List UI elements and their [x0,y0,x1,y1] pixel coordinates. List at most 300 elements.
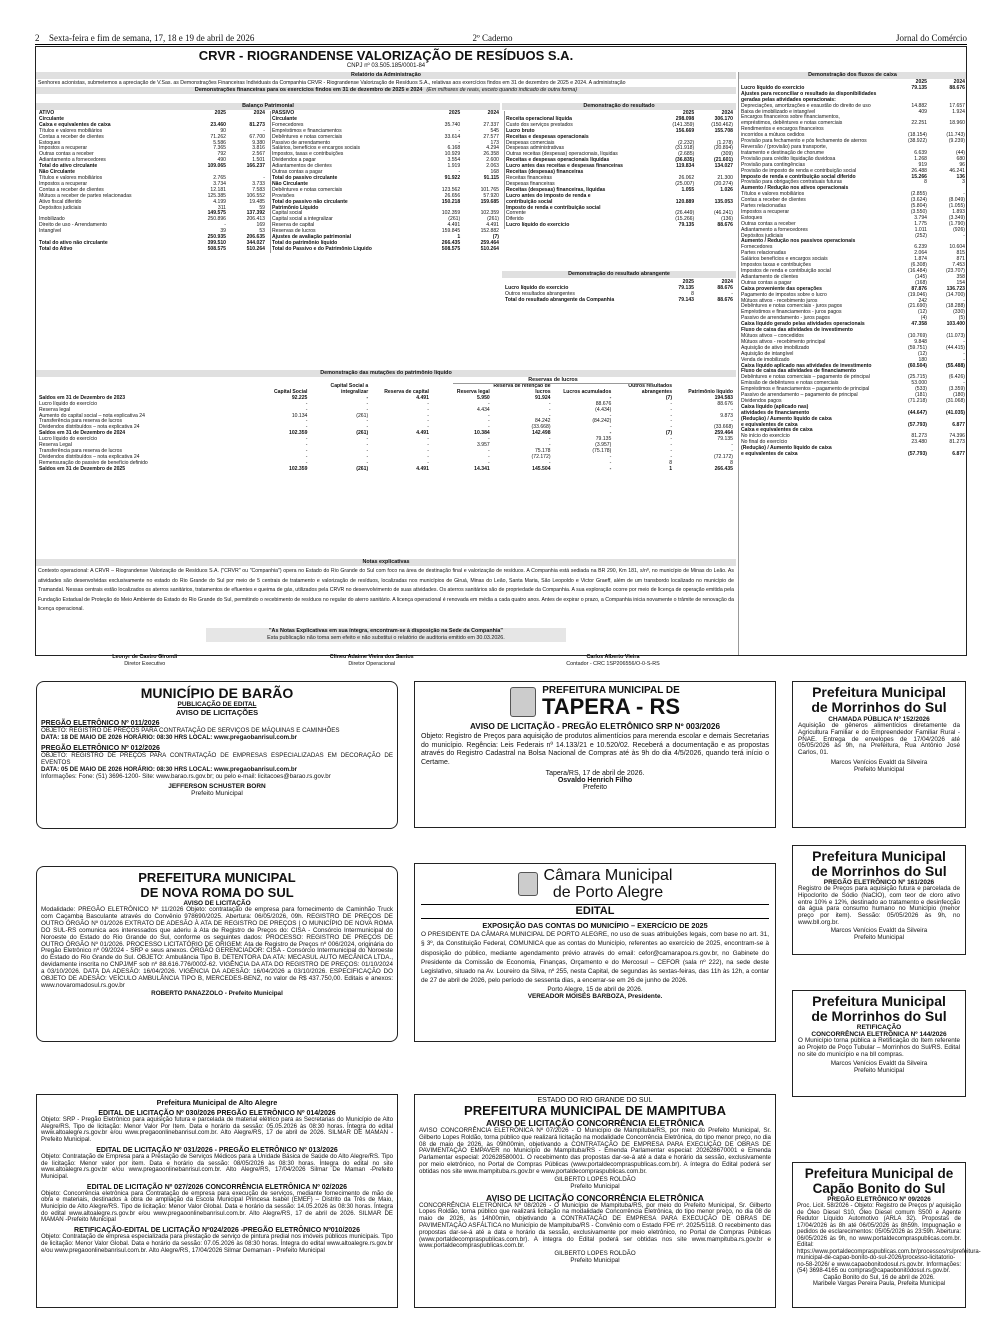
barao-role: Prefeito Municipal [191,790,243,797]
table-cell: 4.434 [477,406,490,413]
table-cell: (261) [448,216,461,223]
morrinhos2-title1: Prefeitura Municipal [812,848,946,864]
table-cell: - [670,412,673,419]
barao-title: MUNICÍPIO DE BARÃO [140,685,294,701]
altoalegre-item-title: EDITAL DE LICITAÇÃO Nº 030/2026 PREGÃO ELETRÔNICO Nº 014/2026 [98,1110,336,1117]
table-cell: 2024 [953,79,965,85]
table-cell: (180) [953,392,965,399]
table-cell: - [263,174,265,181]
table-cell: 91.924 [534,394,551,401]
table-cell: Total do resultado abrangente da Companhia [505,296,615,303]
table-cell: 6.639 [914,149,927,156]
table-cell: 5.950 [477,394,490,401]
table-cell: (141.359) [672,121,695,128]
barao-sub1: PUBLICAÇÃO DE EDITAL [177,701,257,708]
altoalegre-notice [36,1094,398,1308]
table-cell: (57.793) [908,451,927,458]
table-cell: 125.385 [207,192,226,199]
table-cell: 81.273 [249,121,265,128]
table-cell: 10.384 [474,430,490,437]
table-cell: Partes relacionadas [741,203,787,210]
table-cell: 53 [259,228,265,235]
notas-footer-1: "As Notas Explicativas em sua íntegra, encontram-se à disposição na Sede da Companhia" [269,628,503,634]
barao-p2-title: PREGÃO ELETRÔNICO Nº 012/2026 [41,745,160,752]
table-cell: 168 [490,169,499,176]
table-cell: 1.893 [952,208,965,215]
table-cell: 871 [956,256,965,263]
table-cell: 311 [217,204,226,211]
table-cell: Patrimônio líquido [688,388,733,395]
table-cell: 2.063 [486,163,499,170]
demo-title-bar [36,87,736,94]
table-cell: Reserva de capital [384,388,429,395]
barao-sub2: AVISO DE LICITAÇÕES [175,708,259,717]
table-cell: 9.380 [252,139,265,146]
table-cell: Lucro líquido do exercício [39,400,98,407]
table-cell: Caixa líquido aplicado nas atividades de investimento [741,362,872,369]
notas-footer [206,628,566,642]
table-cell: Receitas (despesas) financeiras [506,169,584,176]
table-cell: - [366,442,369,449]
table-cell: 27.577 [483,133,499,140]
table-cell: 71.262 [210,133,226,140]
table-cell: - [427,412,429,419]
altoalegre-item-title: EDITAL DE LICITAÇÃO Nº 027/2026 CONCORRÊNCIA ELETRÔNICA Nº 02/2026 [86,1183,348,1191]
table-cell: 96 [959,161,965,168]
table-cell: Dividendos a pagar [272,157,316,164]
table-cell: 6.168 [447,145,461,152]
table-row [38,467,734,473]
table-cell: Aumento / Redução nos passivos operacionais [741,238,856,245]
table-cell: 10.604 [949,244,965,251]
crvr-title: CRVR - RIOGRANDENSE VALORIZAÇÃO DE RESÍDUOS S.A. [198,48,574,63]
table-cell: Aumento do capital social – nota explicativa 24 [39,412,145,419]
table-cell: (44) [955,149,965,156]
table-cell: (3.957) [595,442,612,449]
table-cell: (168) [915,279,927,286]
table-cell: 23.460 [210,121,226,128]
table-cell: 4.199 [213,198,226,205]
table-cell: (8.049) [948,197,965,204]
table-cell: 1.919 [447,163,461,170]
table-cell: 3.554 [447,157,461,164]
table-cell: incorridos a mútuos cedidos [741,132,805,139]
table-cell: Provisão de imposto de renda e contribuição social [741,167,857,174]
table-cell: Impostos a recuperar [39,145,88,152]
table-cell: - [305,424,308,431]
table-cell: - [731,447,733,454]
barao-sign: JEFFERSON SCHUSTER BORN [168,783,266,790]
table-cell: Depósitos judiciais [39,204,82,211]
table-cell: 250.935 [207,234,226,241]
table-cell: 1.501 [252,157,265,164]
table-cell: Títulos e valores mobiliários [39,127,103,134]
table-cell: 81.273 [949,439,965,446]
page-header [35,33,967,45]
table-cell: Passivo de arrendamento – pagamento de principal [741,392,858,399]
table-cell: (261) [356,412,369,419]
table-cell: Despesas financeiras [506,180,555,187]
table-cell: 91.922 [444,174,461,181]
table-cell: 173 [490,139,499,146]
table-cell: Despesas comerciais [506,139,555,146]
table-cell: (12) [917,350,927,357]
table-cell: Provisão para fechamento e pós fechamento de aterros [741,138,867,145]
table-cell: - [670,436,673,443]
table-cell: Reserva de retenção de lucros [493,383,551,395]
table-cell: 59 [259,204,265,211]
table-cell: Adiantamento a fornecedores [39,157,106,164]
table-cell: (72.172) [714,453,733,460]
table-cell: 259.464 [714,430,733,437]
table-cell: 155.708 [714,127,733,134]
table-cell: 90 [220,127,226,134]
table-cell: - [366,436,369,443]
table-cell: (75.178) [592,447,612,454]
camara-edital: EDITAL [421,904,769,919]
novaroma-sub: AVISO DE LICITAÇÃO [183,900,251,907]
table-cell: 10.929 [444,151,461,158]
table-cell: 9.873 [720,412,733,419]
table-cell: (3.624) [910,197,927,204]
table-cell: Fornecedores [272,121,304,128]
table-cell: 2.600 [486,157,499,164]
table-cell: 1.055 [681,186,695,193]
table-cell: 1.026 [720,186,733,193]
table-cell: tratamento e destinação de chorume [741,149,824,156]
morrinhos1-sign: Marcos Venícios Evaldt da Silveira [830,758,928,766]
table-cell: 4.491 [486,222,499,229]
table-cell: 2025 [214,110,226,116]
table-cell: (11.073) [946,332,965,339]
table-cell: - [224,222,226,229]
table-cell: Total do passivo não circulante [272,198,348,205]
table-cell: (71.218) [908,397,927,404]
barao-notice [36,681,398,829]
table-cell: (18.154) [908,132,927,139]
table-cell: Adiantamento a fornecedores [741,226,808,233]
table-cell: 159.685 [480,198,499,205]
capao-title1: Prefeitura Municipal de [804,1166,954,1181]
table-cell: 6.877 [952,421,965,428]
morrinhos1-role: Prefeito Municipal [853,765,905,773]
dmpl-group-label: Reservas de lucros [453,377,653,384]
table-cell: Impostos a recuperar [39,180,88,187]
table-cell: 3.794 [914,214,927,221]
table-cell: - [427,453,429,460]
table-cell: Contas a receber de clientes [741,197,806,204]
tapera-aviso: AVISO DE LICITAÇÃO - PREGÃO ELETRÔNICO SRP Nº 003/2026 [469,722,721,731]
table-cell: (2.855) [910,191,927,198]
table-cell: Transferência para reserva de lucros [39,418,123,425]
table-cell: Mútuos ativos - recebimento juros [741,297,818,304]
table-cell: - [427,424,429,431]
table-cell: - [458,139,461,146]
table-cell: 109.065 [207,163,226,170]
dfc-table [740,80,966,458]
table-cell: 2.765 [213,174,226,181]
table-cell: Dividendos distribuídos – nota explicativa 24 [39,453,140,460]
table-cell: Estoques [741,214,763,221]
altoalegre-item-body: Objeto: SRP - Pregão Eletrônico para aquisição futura e parcelada de material elétrico para as Secretarias do Município de Alto Alegre/RS. Tipo de licitação: Menor Valor Por Item. Data e horário da sessão: 05.05.2026 às 08:30 horas. Íntegra do edital www.altoalegre.rs.gov.br e/ou www.pregaoonlinebanrisul.com.br. Alto Alegre/RS, 17 de abril de 2026. SILMAR DE MAMAN -Prefeito Municipal. [41,1116,393,1144]
table-cell: (31.068) [946,397,965,404]
table-cell: - [366,459,369,466]
table-cell: (7) [492,234,499,241]
table-cell: Salários, benefícios e encargos sociais [272,145,361,152]
morrinhos2-body: Registro de Preços para aquisição futura e parcelada de Hipoclorito de Sódio (NaClO), com teor de cloro ativo entre 10% e 12%, destinado ao tratamento e desinfecção da água para consumo humano no Município (menor preço por item). Sessão: 05/05/2026 às 9h, no www.bll.org.br. [798,885,960,926]
capao-sub: PREGÃO ELETRÔNICO Nº 09/2026 [827,1196,931,1203]
table-cell: 67.700 [249,133,265,140]
table-cell: (136) [721,216,733,223]
table-cell: Provisão para contingências [741,161,805,168]
morrinhos3-body: O Município torna pública a Retificação do Item referente ao Projeto de Poço Tubular – Morrinhos do Sul/RS. Edital no site do município e na bll compras. [798,1037,960,1058]
notas-title: Notas explicativas [36,559,736,566]
camara-sign: VEREADOR MOISÉS BARBOZA, Presidente. [527,992,663,1000]
table-cell: 8 [669,459,673,466]
mampituba-b2: CONCORRÊNCIA ELETRÔNICA Nº 08/2026 - O Município de Mampituba/RS, por meio do Prefeito Municipal, Sr. Gilberto Lopes Roldão, torna público que realizará licitação na modalidade Concorrência Eletrônica, do tipo menor preço, no dia 08 de maio de 2026, às 14h00min, objetivando a CONTRATAÇÃO DE EMPRESA PARA EXECUÇÃO DE OBRAS DE PAVIMENTAÇÃO ASFÁLTICA no Município de Mampituba/RS - Convênio com o Estado FPE nº. 2025/5118. O recebimento das propostas dar-se-á até a data e horário da sessão, exclusivamente por meio eletrônico, no Portal de Compras Públicas (www.portaldecompraspublicas.com.br). A íntegra do Edital poderá ser obtidas nos site www.mampituba.rs.gov.br e www.portaldecompraspublicas.com.br. [419,1201,771,1250]
camara-title1: Câmara Municipal [543,867,673,884]
section-name: 2º Caderno [472,33,513,43]
table-cell: 7.453 [952,262,965,269]
table-cell: 4.491 [416,465,429,472]
table-cell: 250.896 [207,216,226,223]
table-cell: Adiantamentos de clientes [272,163,332,170]
altoalegre-title: Prefeitura Municipal de Alto Alegre [156,1098,278,1107]
table-cell: Capital Social a integralizar [330,383,369,395]
table-cell: (252) [915,232,927,239]
morrinhos1-title1: Prefeitura Municipal [812,684,946,700]
table-cell: - [488,436,490,443]
notas-text: Contexto operacional: A CRVR – Riograndense Valorização de Resíduos S.A. ("CRVR" ou "Companhia") opera no Estado do Rio Grande do Sul com foco na área de destinação final e valorização de resíduos. A Companhia está sediada na BR 290, Km 181, s/nº, no município de Minas do Leão. As atividades são desenvolvidas exclusivamente no estado do Rio Grande do Sul por meio de 5 centrais de tratamento e valorização de resíduos, localizadas nos municípios de Giruá, Minas do Leão, Santa Maria, São Leopoldo e Victor Graeff, além de um transbordo localizado no município de Tramandaí. Nessas centrais estão localizados os aterros sanitários, tratamentos de efluentes e queima de gás, utilizados pela CRVR no desenvolvimento de suas atividades. Os aterros sanitários são de propriedade da Companhia. A sua exploração ocorre por meio de licença de operação emitida pela Fundação Estadual de Proteção do Meio Ambiente do Estado do Rio Grande do Sul, permitindo o recebimento de resíduos no regular do aterro sanitário. A licença operacional é renovada em média a cada quatro anos. Antes de expirar o prazo, a Companhia inicia novamente o trâmite de renovação da licença operacional. [38,568,734,612]
signature-role: Contador - CRC 1SP206556/O-0-S-RS [566,661,660,667]
table-cell: (9.239) [948,138,965,145]
table-cell: Saldos em 31 de Dezembro de 2025 [39,465,126,472]
table-cell: 1.011 [914,226,927,233]
table-cell: 2025 [682,110,695,116]
tapera-body: Objeto: Registro de Preços para aquisição de produtos alimentícios para merenda escolar e demais Secretarias do município. Regência: Leis Federais nº 14.133/21 e 10.520/02. Receberá a documentação e as propostas através do Registro Cadastral na Bolsa Nacional de Compras até às 9h do dia 4/5/2026, quando terá início o Certame. [421,733,769,766]
table-cell: 17.657 [949,102,965,109]
barao-info: Informações: Fone: (51) 3696-1200- Site: www.barao.rs.gov.br; ou pelo e-mail: licitacoes@barao.rs.gov.br [41,773,331,780]
table-cell: - [548,400,551,407]
table-cell: 79.135 [717,436,733,443]
table-cell: Fluxo de caixa das atividades de financiamento [741,368,856,375]
table-cell: - [609,412,612,419]
table-cell: - [366,453,369,460]
table-cell: - [305,436,308,443]
table-cell: Debêntures e notas comerciais – pagamento de principal [741,374,870,381]
table-cell: - [670,406,673,413]
tapera-notice [414,681,776,828]
table-cell: Lucros acumulados [563,388,612,395]
table-cell: Ajustes de avaliação patrimonial [272,234,351,241]
table-cell: Lucro líquido do exercício [505,284,569,291]
table-row [505,223,734,229]
table-cell: 23.480 [911,439,927,446]
table-cell: (5) [958,315,965,322]
table-cell: - [609,459,612,466]
table-cell: 508.575 [441,245,461,252]
table-cell: (5.804) [910,203,927,210]
table-cell: 101.765 [480,186,499,193]
table-cell: Outras contas a receber [741,220,796,227]
table-cell: 53.000 [911,380,927,387]
table-cell: - [963,338,965,345]
table-cell: Lucro líquido do exercício [39,436,98,443]
table-cell: Reserva legal [456,388,490,395]
balanco-title: Balanço Patrimonial [36,103,500,110]
table-cell: PASSIVO [272,110,295,116]
table-cell: (20.274) [714,180,733,187]
table-cell: (3.550) [910,208,927,215]
table-cell: 8 [924,179,927,186]
table-cell: 88.676 [595,400,612,407]
table-cell: Debêntures e notas comerciais [272,186,343,193]
table-cell: (11.743) [946,132,965,139]
table-cell: 344.027 [246,239,265,246]
table-cell: 150.218 [441,198,461,205]
table-cell: - [670,418,673,425]
table-cell: Empréstimos e financiamentos [272,127,342,134]
table-cell: Impostos taxas e contribuições [741,262,811,269]
table-cell: 84.242 [534,418,551,425]
table-cell: 88.676 [717,400,733,407]
table-cell: - [427,447,429,454]
morrinhos-notice-3 [792,990,966,1097]
table-cell: (25.007) [675,180,695,187]
table-cell: Encargos financeiros sobre financiamentos, [741,114,840,121]
table-cell: 39 [220,228,226,235]
morrinhos2-sign: Marcos Venícios Evaldt da Silveira [830,926,928,934]
table-cell: Capital social a integralizar [272,216,333,223]
table-cell: (926) [953,226,965,233]
table-cell: 102.359 [288,430,308,437]
table-cell: - [427,400,429,407]
table-cell: - [731,406,733,413]
table-cell: 358 [956,273,965,280]
table-cell: 7.365 [213,145,226,152]
table-cell: - [609,453,612,460]
table-cell: 792 [217,151,226,158]
table-cell: 510.264 [246,245,265,252]
table-cell: (36.835) [675,157,695,164]
morrinhos2-sub: PREGÃO ELETRÔNICO Nº 161/2026 [823,879,935,886]
table-cell: Passivo de arrendamento - juros pagos [741,315,830,322]
table-cell: (55.488) [946,362,965,369]
dre-rows [505,111,734,229]
table-cell: 79.135 [678,222,695,229]
table-cell: Reserva legal [39,406,71,413]
table-cell: 4.294 [486,145,499,152]
table-cell: 142.498 [532,430,551,437]
morrinhos3-role: Prefeito Municipal [853,1067,905,1075]
table-cell: Reserva de capital [272,222,315,229]
table-cell: - [609,424,612,431]
table-cell: Outras receitas (despesas) operacionais, líquidas [506,151,618,158]
table-cell: - [427,442,429,449]
table-cell: Dividendos pagos [741,397,782,404]
table-cell: (31.918) [675,145,695,152]
table-cell: 102.359 [288,465,308,472]
table-cell: 27.337 [483,121,499,128]
table-cell: (21.690) [908,303,927,310]
table-cell: (57.793) [908,421,927,428]
table-cell: 2.567 [252,151,265,158]
table-cell: 75.178 [534,447,551,454]
table-cell: 88.676 [717,284,733,291]
table-cell: 298.098 [675,115,695,122]
morrinhos2-role: Prefeito Municipal [853,933,905,941]
table-cell: Capital social [272,210,303,217]
dmpl-title: Demonstração das mutações do patrimônio líquido [36,370,736,377]
table-cell: Saldos em 31 de Dezembro de 2024 [39,430,126,437]
dra-rows [504,280,734,304]
table-cell: Salários benefícios e encargos sociais [741,256,828,263]
table-cell: Total do ativo não circulante [39,239,108,246]
table-cell: 26.488 [911,167,927,174]
barao-p1-data: DATA: 18 DE MAIO DE 2026 HORÁRIO: 08:30 HRS LOCAL: www.pregaobanrisul.com.br [41,734,298,741]
table-cell: No início do exercício [741,433,790,440]
table-cell: 102.359 [480,210,499,217]
dre-title: Demonstração do resultado [502,103,736,110]
signature-name: Clineu Adaime Vieira dos Santos [329,654,414,660]
table-cell: Não Circulante [39,169,75,176]
table-cell: 815 [956,250,965,257]
mampituba-role1: Prefeito Municipal [570,1182,620,1190]
table-cell: 2.064 [914,250,927,257]
table-cell: 149.575 [207,210,226,217]
tapera-crest-icon [510,687,536,717]
table-cell: (6.308) [910,262,927,269]
camara-date: Porto Alegre, 15 de abril de 2026. [547,985,643,993]
passivo-table [270,111,500,253]
table-cell: - [963,356,965,363]
table-cell: 102.359 [441,210,461,217]
newspaper-name: Jornal do Comércio [896,33,967,43]
table-cell: e equivalentes de caixa [741,451,798,458]
table-cell: (44.415) [946,344,965,351]
table-cell: - [548,442,551,449]
table-row [38,247,266,253]
table-cell: 79.143 [678,296,694,303]
table-cell: (1.790) [948,220,965,227]
table-cell: 137.392 [246,210,265,217]
table-cell: (84.242) [592,418,612,425]
notas-footer-2: Esta publicação não toma sem efeito e não substitui o relatório de auditoria emitido em 30.03.2026. [267,635,505,641]
table-cell: Outros resultados abrangentes [628,383,673,395]
table-cell: Caixa líquido gerado pelas atividades operacionais [741,321,865,328]
table-cell: Custo dos serviços prestados [506,121,573,128]
table-cell: 266.435 [714,465,733,472]
tapera-pre: PREFEITURA MUNICIPAL DE [542,685,680,696]
table-cell: - [366,424,369,431]
table-cell: 2025 [915,79,927,85]
dfc-panel [738,72,966,655]
table-cell: Saldos em 31 de Dezembro de 2023 [39,394,126,401]
table-cell: Títulos e valores mobiliários [741,191,805,198]
table-cell: - [963,232,965,239]
table-cell: (7) [665,430,673,437]
signature-name: Leonyr de Castro Girondi [112,654,178,660]
table-cell: - [305,406,308,413]
table-cell: No final do exercício [741,439,788,446]
table-cell: - [609,394,612,401]
table-cell: 136 [956,173,965,180]
table-cell: - [731,418,733,425]
altoalegre-item-body: Objeto: Contratação de Empresa para a Prestação de Serviços Médicos para a Unidade Básica de Saúde do Alto Alegre/RS. Tipo de licitação: Menor valor por item. Data e horário da sessão: 08/05/2026 às 08:30 horas. Íntegra do edital no site www.altoalegre.rs.gov.br e/ou www.pregaoonlinebanrisul.com.br. Alto Alegre/RS, 17/04/2026 Silmar De Maman -Prefeito Municipal. [41,1152,393,1180]
table-cell: 8 [730,459,733,466]
table-cell: 266.435 [441,239,461,246]
altoalegre-item-title: RETIFICAÇÃO-EDITAL DE LICITAÇÃO Nº024/2026 -PREGÃO ELETRÔNICO Nº010/2026 [74,1227,360,1235]
